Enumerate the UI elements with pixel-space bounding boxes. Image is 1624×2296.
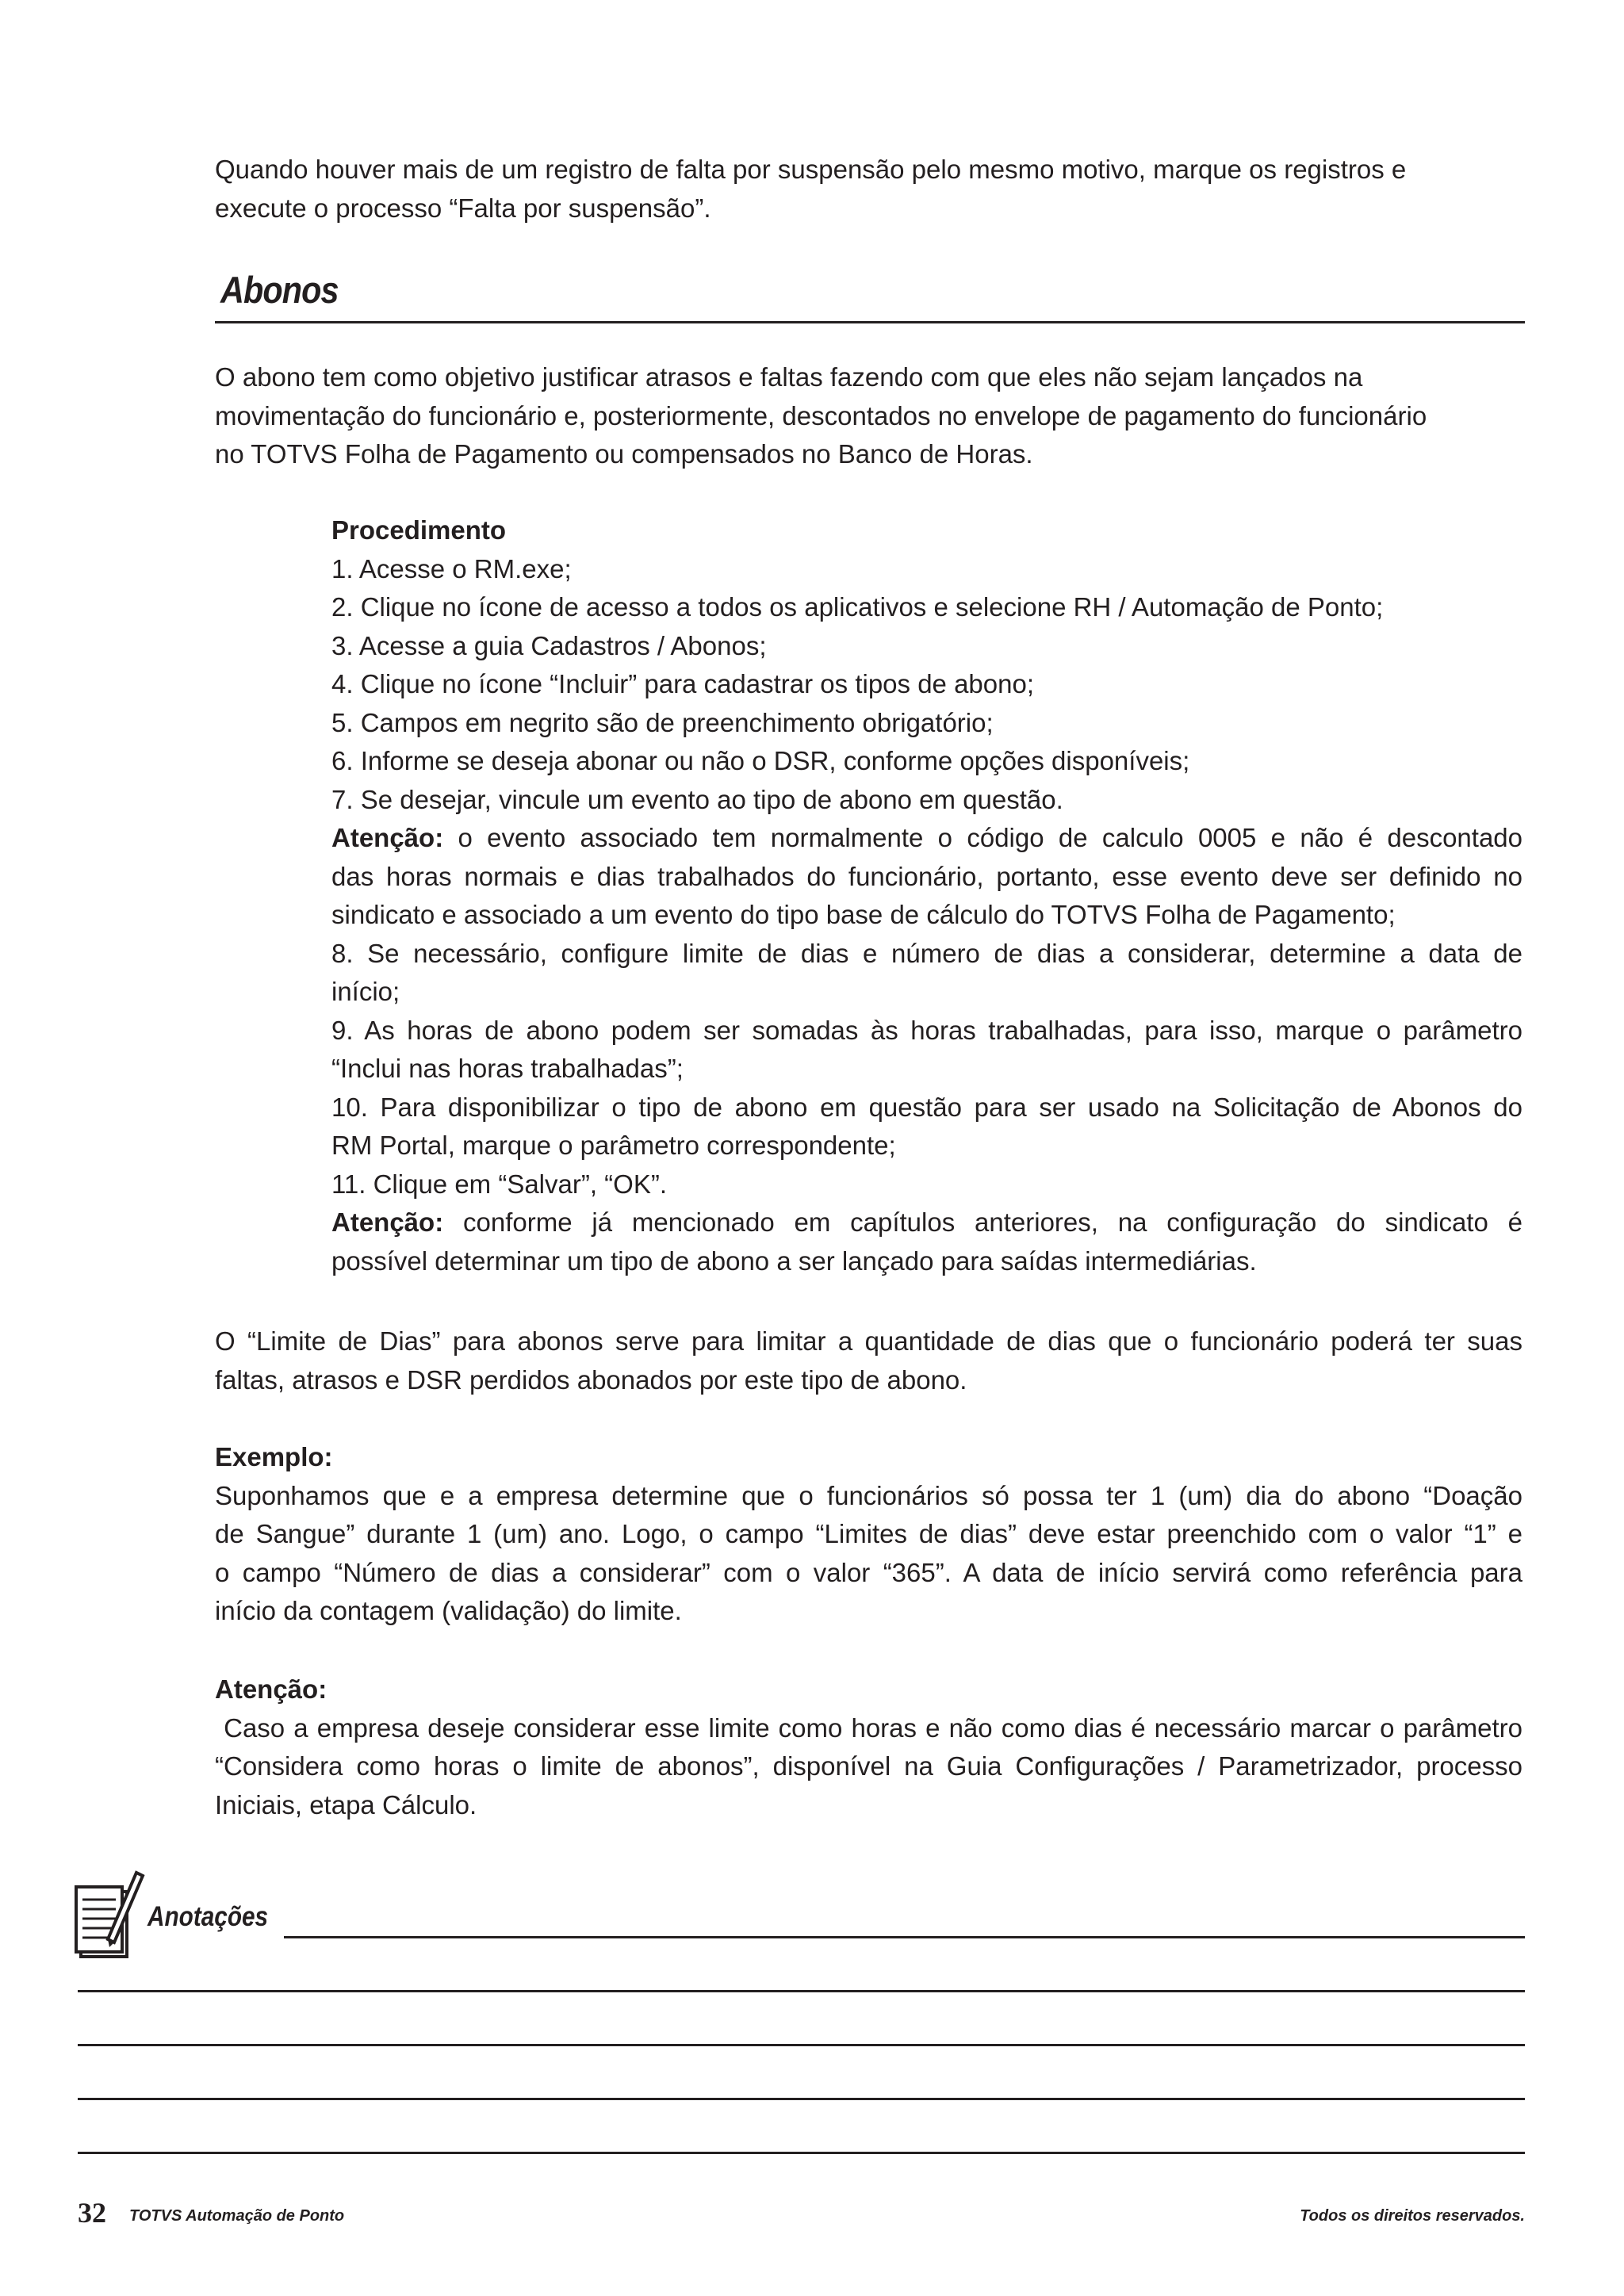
procedure-step: 2. Clique no ícone de acesso a todos os aplicativos e selecione RH / Automação de Ponto;: [331, 592, 1384, 622]
notepad-icon: [73, 1868, 146, 1961]
book-title: TOTVS Automação de Ponto: [129, 2207, 345, 2225]
attention-line: das horas normais e dias trabalhados do funcionário, portanto, esse evento deve ser definido no: [331, 861, 1522, 891]
text-line: Quando houver mais de um registro de falta por suspensão pelo mesmo motivo, marque os registros e: [215, 155, 1407, 184]
notes-line: [78, 1990, 1525, 1992]
text-line: de Sangue” durante 1 (um) ano. Logo, o campo “Limites de dias” deve estar preenchido com o valor “1” e: [215, 1519, 1522, 1548]
text-line: Suponhamos que e a empresa determine que o funcionários só possa ter 1 (um) dia do abono “Doação: [215, 1480, 1522, 1510]
text-line: “Considera como horas o limite de abonos”, disponível na Guia Configurações / Parametrizador, processo: [215, 1751, 1522, 1781]
procedure-step: 9. As horas de abono podem ser somadas às horas trabalhadas, para isso, marque o parâmetro: [331, 1015, 1522, 1045]
text-line: O “Limite de Dias” para abonos serve para limitar a quantidade de dias que o funcionário poderá ter suas: [215, 1326, 1522, 1356]
text-line: no TOTVS Folha de Pagamento ou compensados no Banco de Horas.: [215, 439, 1033, 469]
procedure-step: 4. Clique no ícone “Incluir” para cadastrar os tipos de abono;: [331, 669, 1035, 698]
notes-line: [78, 2152, 1525, 2154]
attention-label: Atenção:: [331, 823, 444, 852]
page-number: 32: [78, 2197, 106, 2229]
text-line: o campo “Número de dias a considerar” com o valor “365”. A data de início servirá como referência para: [215, 1557, 1522, 1587]
text-line: O abono tem como objetivo justificar atrasos e faltas fazendo com que eles não sejam lançados na: [215, 362, 1363, 392]
example-block: [215, 1438, 1522, 1631]
notes-label: Anotações: [147, 1901, 269, 1932]
notes-line: [78, 2098, 1525, 2100]
abono-paragraph: [215, 358, 1522, 474]
text-line: Iniciais, etapa Cálculo.: [215, 1789, 477, 1820]
attention-line: sindicato e associado a um evento do tipo base de cálculo do TOTVS Folha de Pagamento;: [331, 900, 1396, 929]
attention-text: conforme já mencionado em capítulos anteriores, na configuração do sindicato é: [443, 1207, 1522, 1237]
section-rule: [215, 321, 1525, 323]
attention-label: Atenção:: [331, 1207, 444, 1237]
notes-line: [78, 2044, 1525, 2046]
attention-block: [215, 1670, 1522, 1824]
procedure-step: 10. Para disponibilizar o tipo de abono em questão para ser usado na Solicitação de Abonos do: [331, 1092, 1522, 1122]
procedure-title: Procedimento: [331, 515, 507, 545]
procedure-step: 8. Se necessário, configure limite de dias e número de dias a considerar, determine a data de: [331, 938, 1522, 968]
procedure-step: “Inclui nas horas trabalhadas”;: [331, 1054, 684, 1083]
example-title: Exemplo:: [215, 1442, 333, 1471]
procedure-step: 6. Informe se deseja abonar ou não o DSR, conforme opções disponíveis;: [331, 746, 1190, 775]
attention-line: [331, 819, 1522, 858]
attention-line: [331, 1203, 1522, 1242]
text-line: execute o processo “Falta por suspensão”.: [215, 193, 711, 223]
procedure-step: 1. Acesse o RM.exe;: [331, 553, 572, 584]
procedure-step: 5. Campos em negrito são de preenchimento obrigatório;: [331, 707, 994, 737]
procedure-step: 11. Clique em “Salvar”, “OK”.: [331, 1169, 668, 1199]
section-title: Abonos: [220, 269, 339, 311]
attention-text: o evento associado tem normalmente o código de calculo 0005 e não é descontado: [443, 823, 1522, 852]
intro-paragraph: [215, 151, 1522, 228]
procedure-block: [331, 511, 1522, 1280]
attention-line: possível determinar um tipo de abono a ser lançado para saídas intermediárias.: [331, 1246, 1257, 1276]
notes-line: [284, 1936, 1525, 1938]
rights-notice: Todos os direitos reservados.: [1300, 2207, 1525, 2225]
text-line: faltas, atrasos e DSR perdidos abonados por este tipo de abono.: [215, 1364, 967, 1395]
text-line: início da contagem (validação) do limite.: [215, 1596, 682, 1625]
procedure-step: 7. Se desejar, vincule um evento ao tipo de abono em questão.: [331, 784, 1063, 814]
procedure-step: 3. Acesse a guia Cadastros / Abonos;: [331, 630, 767, 660]
limit-paragraph: [215, 1322, 1522, 1399]
text-line: Caso a empresa deseje considerar esse limite como horas e não como dias é necessário marcar o parâmetro: [215, 1712, 1522, 1743]
text-line: movimentação do funcionário e, posteriormente, descontados no envelope de pagamento do funcionário: [215, 400, 1427, 430]
attention-title: Atenção:: [215, 1674, 327, 1704]
procedure-step: início;: [331, 977, 400, 1006]
procedure-step: RM Portal, marque o parâmetro correspondente;: [331, 1131, 896, 1160]
